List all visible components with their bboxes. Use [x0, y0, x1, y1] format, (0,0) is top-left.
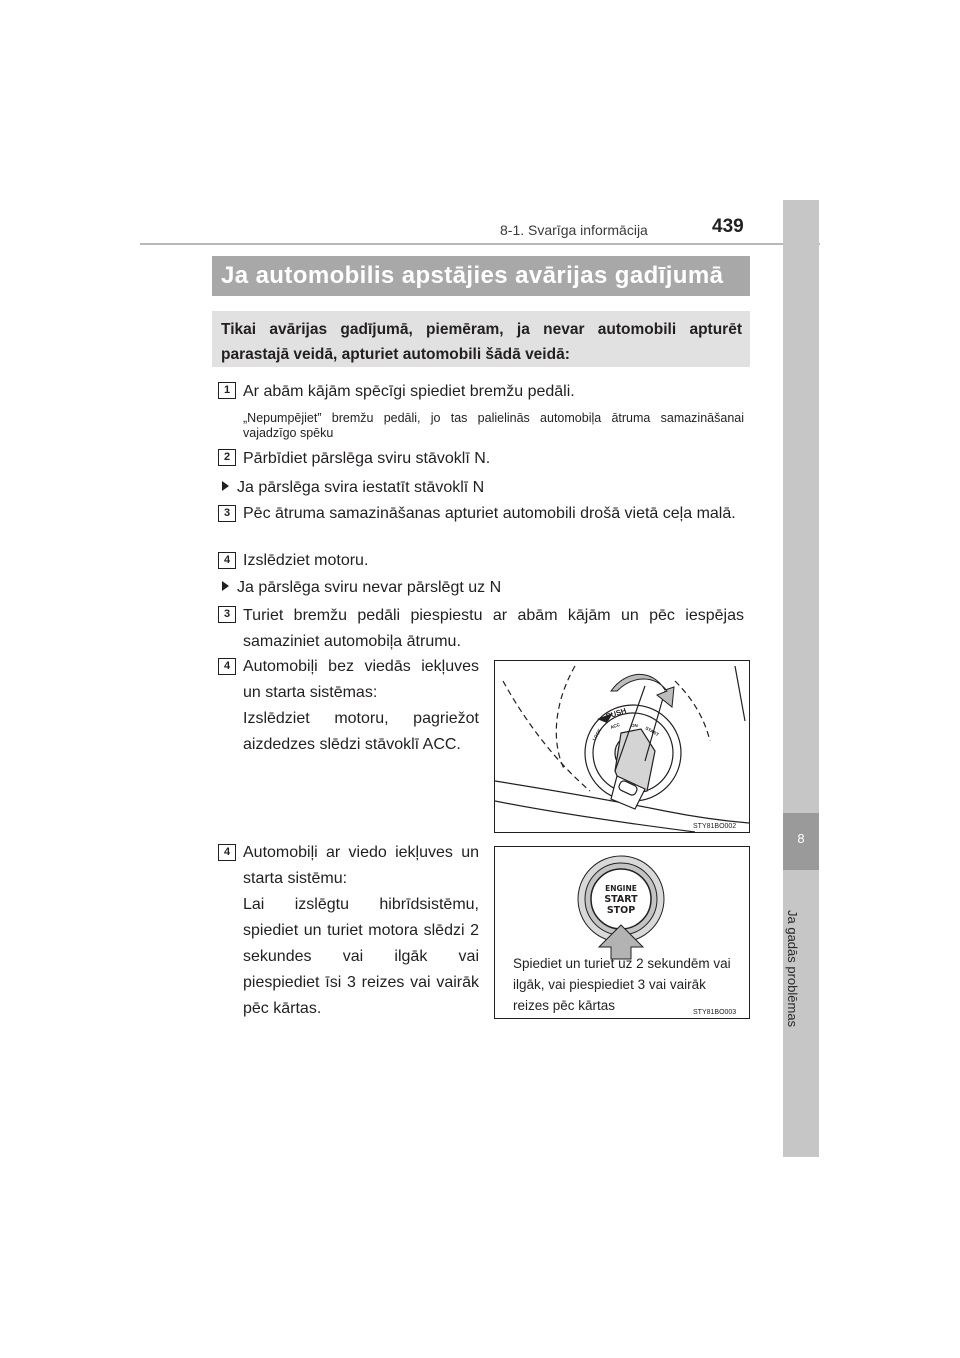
engine-switch-figure	[494, 846, 750, 1019]
lock-label: LOCK	[591, 727, 603, 742]
step-text: Turiet bremžu pedāli piespiestu ar abām kājām un pēc iespējas samaziniet automobiļa ātrumu.	[243, 607, 744, 650]
figure-code: STY81BO002	[693, 823, 737, 830]
step-text: Pārbīdiet pārslēga sviru stāvoklī N.	[243, 450, 491, 467]
condition-text: Ja pārslēga sviru nevar pārslēgt uz N	[237, 579, 502, 596]
page-number: 439	[712, 216, 744, 237]
step-text: Pēc ātruma samazināšanas apturiet automobili drošā vietā ceļa malā.	[243, 505, 736, 522]
section-title: Ja automobilis apstājies avārijas gadījumā	[212, 256, 750, 296]
section-reference: 8-1. Svarīga informācija	[500, 222, 648, 238]
ignition-key-illustration	[495, 661, 749, 832]
step-badge: 2	[218, 449, 236, 466]
header-rule	[140, 243, 820, 245]
on-label: ON	[631, 723, 638, 728]
condition-text: Ja pārslēga svira iestatīt stāvoklī N	[237, 479, 485, 496]
figure-code: STY81BO003	[693, 1009, 737, 1016]
chapter-title: Ja gadās problēmas	[785, 910, 800, 1028]
intro-box: Tikai avārijas gadījumā, piemēram, ja nevar automobili apturēt parastajā veidā, apturiet automobili šādā veidā:	[212, 311, 750, 367]
button-label-stop: STOP	[606, 905, 636, 916]
step-text: Automobiļi bez viedās iekļuves un starta sistēmas: Izslēdziet motoru, pagriežot aizdedzes slēdzi stāvoklī ACC.	[243, 658, 479, 753]
chapter-number: 8	[797, 831, 805, 846]
button-label-start: START	[604, 894, 638, 905]
step-text: Ar abām kājām spēcīgi spiediet bremžu pedāli.	[243, 383, 575, 400]
button-label-engine: ENGINE	[605, 884, 637, 893]
step-text: Izslēdziet motoru.	[243, 552, 369, 569]
step-badge: 4	[218, 658, 236, 675]
step-badge: 1	[218, 382, 236, 399]
triangle-bullet-icon	[222, 581, 229, 591]
step-badge: 4	[218, 844, 236, 861]
condition-item	[222, 576, 750, 600]
step-badge: 3	[218, 606, 236, 623]
step-text: Automobiļi ar viedo iekļuves un starta sistēmu: Lai izslēgtu hibrīdsistēmu, spiediet un turiet motora slēdzi 2 sekundes vai ilgāk vai piespiediet īsi 3 reizes vai vairāk pēc kārtas.	[243, 844, 479, 1017]
step-badge: 3	[218, 505, 236, 522]
step-badge: 4	[218, 552, 236, 569]
triangle-bullet-icon	[222, 481, 229, 491]
step-note: „Nepumpējiet” bremžu pedāli, jo tas palielinās automobiļa ātruma samazināšanai vajadzīgo spēku	[243, 411, 744, 440]
push-label: PUSH	[604, 705, 628, 721]
condition-item	[222, 476, 750, 500]
start-label: START	[644, 725, 660, 738]
figure-caption: Spiediet un turiet uz 2 sekundēm vai ilgāk, vai piespiediet 3 vai vairāk reizes pēc kārtas	[513, 956, 731, 1013]
acc-label: ACC	[609, 721, 621, 730]
ignition-key-figure	[494, 660, 750, 833]
